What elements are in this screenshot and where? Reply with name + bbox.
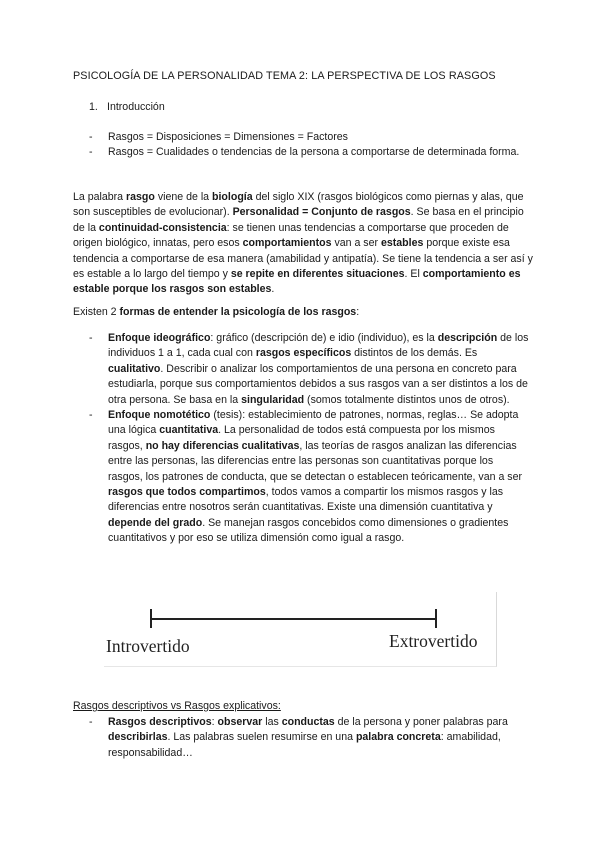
text-run: . Se manejan rasgos concebidos como dimensiones o gradientes cuantitativos y por eso se utiliza dimensión como igual a rasgo. (108, 516, 509, 545)
figure-label-introvertido: Introvertido (106, 636, 190, 656)
bold-run: Enfoque ideográfico (108, 332, 211, 344)
list-item-nomotetico (89, 408, 529, 547)
bold-run: describirlas (108, 731, 168, 744)
text-run: (tesis): establecimiento de patrones, normas, reglas… Se adopta una lógica (108, 409, 519, 437)
bold-run: singularidad (241, 393, 305, 406)
text-run: , todos vamos a compartir los mismos rasgos y las diferencias entre nosotros serán cuantitativas. Existe una dimensión cuantitativa y (108, 486, 504, 514)
list-item-descriptivos (89, 715, 529, 761)
bold-run: depende del grado (108, 516, 203, 529)
bold-run: Rasgos descriptivos (108, 716, 212, 728)
bold-run: rasgos específicos (255, 347, 352, 360)
text-run: La palabra (73, 191, 127, 203)
bold-run: cuantitativa (159, 424, 219, 437)
text-run: las (262, 716, 282, 728)
bold-run: cualitativo (108, 362, 161, 375)
bullet-dash: - (89, 131, 93, 143)
bold-run: no hay diferencias cualitativas (145, 439, 300, 452)
text-run: : amabilidad, responsabilidad… (108, 731, 501, 759)
page-title: PSICOLOGÍA DE LA PERSONALIDAD TEMA 2: LA PERSPECTIVA DE LOS RASGOS (73, 70, 496, 82)
descriptivos-list (89, 715, 529, 761)
text-run: . (271, 283, 275, 296)
bold-run: rasgos que todos compartimos (108, 486, 266, 499)
bold-run: Personalidad = Conjunto de rasgos (232, 206, 411, 219)
introversion-extroversion-dimension-figure (104, 592, 497, 667)
text-run: . El (404, 268, 423, 281)
text-run: : se tienen unas tendencias a comportarse que proceden de origen biológico, innatas, pero esos (73, 221, 509, 250)
enfoques-list (89, 331, 529, 547)
figure-label-extrovertido: Extrovertido (389, 631, 478, 651)
bullet-dash: - (89, 409, 93, 422)
text-run: , las teorías de rasgos analizan las diferencias entre las personas, las diferencias entre las personas son cuantitativas porque los rasgos, los patrones de conducta, que se detectan o establecen teóricamente, van a ser (108, 439, 523, 483)
text-run: . La personalidad de todos está compuesta por los mismos rasgos, (108, 424, 495, 452)
list-item-ideografico (89, 331, 529, 408)
text-run: van a ser (331, 237, 381, 250)
text-run: de la persona y poner palabras para (334, 716, 508, 728)
subheading-rasgos: Rasgos descriptivos vs Rasgos explicativos: (73, 700, 281, 712)
section-heading-introduccion (89, 100, 549, 115)
bold-run: estables (380, 237, 424, 250)
section-label: Introducción (107, 101, 165, 113)
bold-run: se repite en diferentes situaciones (230, 268, 405, 281)
text-run: : (356, 306, 360, 318)
bold-run: continuidad-consistencia (98, 221, 227, 234)
text-run: . Las palabras suelen resumirse en una (167, 731, 356, 744)
bold-run: Enfoque nomotético (108, 409, 211, 422)
text-run: : gráfico (descripción de) e idio (individuo), es la (210, 332, 438, 344)
text-run: viene de la (154, 191, 213, 203)
text-run: . Se basa en el principio de la (73, 206, 524, 234)
bold-run: comportamientos (242, 237, 332, 250)
text-run: porque existe esa tendencia a comportarse de esa manera (amabilidad y antipatía). Se tiene la tendencia a ser así y es estable a lo largo del tiempo y (73, 237, 533, 281)
bold-run: observar (217, 716, 263, 728)
bullet-text: Rasgos = Disposiciones = Dimensiones = Factores (108, 131, 348, 143)
dimension-right-tick (435, 609, 437, 628)
text-run: de los individuos 1 a 1, cada cual con (108, 332, 529, 360)
list-item (89, 145, 529, 160)
dimension-line (151, 618, 436, 620)
bold-run: conductas (281, 716, 335, 728)
paragraph-rasgo-definition (73, 190, 535, 298)
bold-run: biología (212, 191, 253, 203)
text-run: (somos totalmente distintos unos de otros). (304, 393, 510, 406)
bullet-dash: - (89, 146, 93, 159)
bold-run: comportamiento es estable porque los rasgos son estables (73, 268, 521, 296)
text-run: : (211, 716, 218, 728)
list-item (89, 130, 529, 145)
bold-run: descripción (437, 332, 498, 344)
section-number: 1. (89, 101, 98, 113)
text-run: Existen 2 (73, 306, 120, 318)
bullet-dash: - (89, 716, 93, 728)
bullet-dash: - (89, 332, 93, 344)
bullet-text: Rasgos = Cualidades o tendencias de la persona a comportarse de determinada forma. (108, 146, 520, 159)
text-run: distintos de los demás. Es (351, 347, 478, 360)
text-run: . Describir o analizar los comportamientos de una persona en concreto para estudiarla, porque sus comportamientos debidos a sus rasgos van a ser distintos a los de otra persona. Se basa en la (108, 362, 528, 406)
bold-run: formas de entender la psicología de los rasgos (119, 306, 357, 318)
bold-run: palabra concreta (355, 731, 441, 744)
paragraph-formas (73, 305, 533, 320)
text-run: del siglo XIX (rasgos biológicos como piernas y alas, que son susceptibles de evolucionar). (73, 191, 524, 219)
bold-run: rasgo (126, 191, 155, 203)
intro-bullet-list (89, 130, 529, 161)
